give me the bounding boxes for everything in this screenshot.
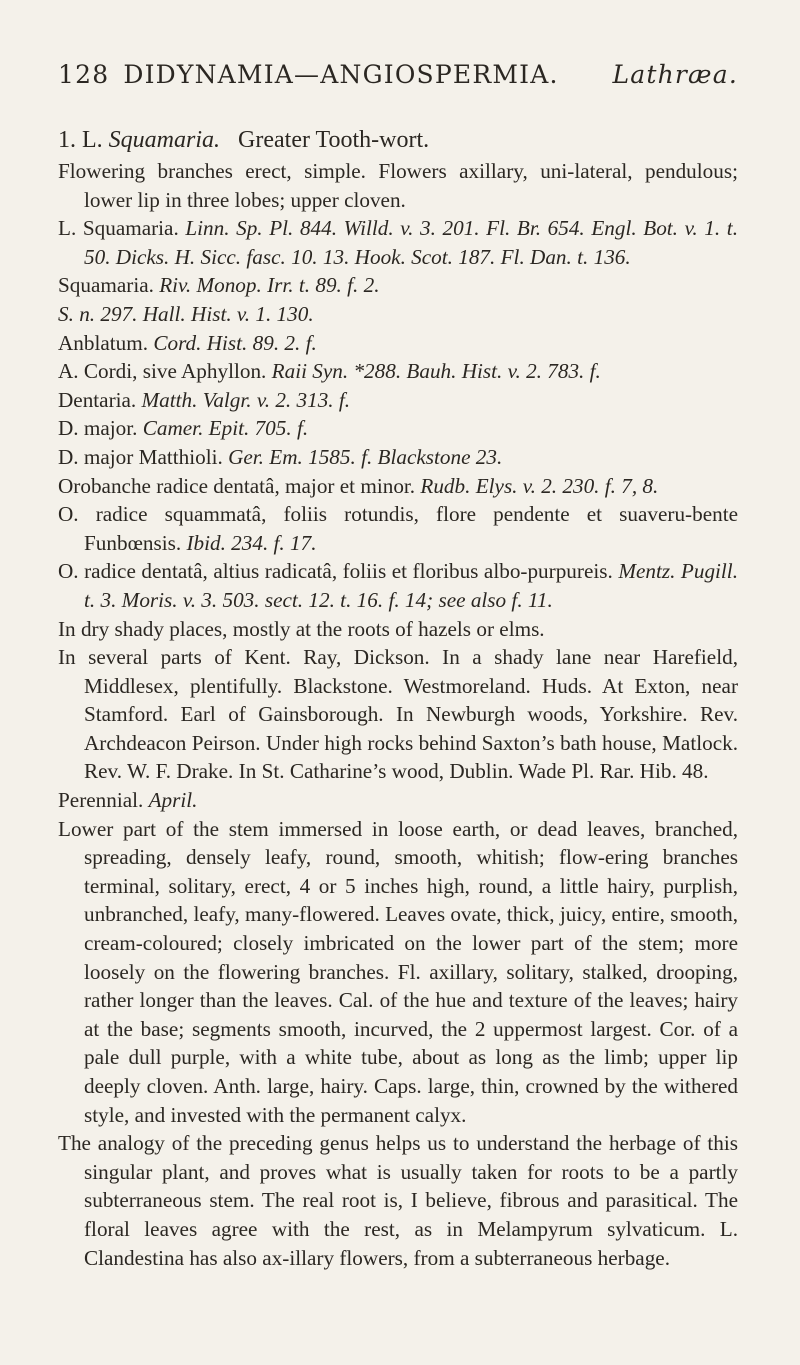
species-name: Squamaria. — [108, 127, 221, 153]
species-entry — [58, 125, 738, 1272]
description: Lower part of the stem immersed in loose earth, or dead leaves, branched, spreading, densely leafy, round, smooth, whitish; flow-ering branches terminal, solitary, erect, 4 or 5 inches high, round, a little hairy, purplish, unbranched, leafy, many-flowered. Leaves ovate, thick, juicy, entire, smooth, cream-coloured; closely imbricated on the lower part of the stem; more loosely on the flowering branches. Fl. axillary, solitary, stalked, drooping, rather longer than the leaves. Cal. of the hue and texture of the leaves; hairy at the base; segments smooth, incurved, the 2 uppermost largest. Cor. of a pale dull purple, with a white tube, about as long as the limb; upper lip deeply cloven. Anth. large, hairy. Caps. large, thin, crowned by the withered style, and invested with the permanent calyx. — [58, 816, 738, 1127]
habitat: In dry shady places, mostly at the roots of hazels or elms. — [58, 616, 545, 641]
remark: The analogy of the preceding genus helps us to understand the herbage of this singular plant, and proves what is usually taken for roots to be a partly subterraneous stem. The real root is, I believe, fibrous and parasitical. The floral leaves agree with the rest, as in Melampyrum sylvaticum. L. Clandestina has also ax-illary flowers, from a subterraneous herbage. — [58, 1131, 738, 1270]
common-name: Greater Tooth-wort. — [238, 127, 430, 153]
running-head — [58, 60, 738, 89]
species-title — [58, 125, 738, 155]
synonym-line: O. radice dentatâ, altius radicatâ, foliis et floribus albo-purpureis. Mentz. Pugill. t. 3. Moris. v. 3. 503. sect. 12. t. 16. f. 14; see also f. 11. — [58, 559, 738, 612]
synonymy — [58, 214, 738, 614]
synonym-line: Squamaria. Riv. Monop. Irr. t. 89. f. 2. — [58, 273, 380, 298]
synonym-line: A. Cordi, sive Aphyllon. Raii Syn. *288. Bauh. Hist. v. 2. 783. f. — [58, 359, 601, 384]
diagnosis: Flowering branches erect, simple. Flowers axillary, uni-lateral, pendulous; lower lip in three lobes; upper cloven. — [58, 159, 738, 212]
section-heading: DIDYNAMIA—ANGIOSPERMIA. — [123, 60, 559, 89]
synonym-line: Anblatum. Cord. Hist. 89. 2. f. — [58, 330, 317, 355]
flowering-month: April. — [148, 788, 198, 813]
species-number: 1. — [58, 127, 76, 153]
page-number: 128 — [58, 60, 110, 89]
localities: In several parts of Kent. Ray, Dickson. In a shady lane near Harefield, Middlesex, plentifully. Blackstone. Westmoreland. Huds. At Exton, near Stamford. Earl of Gainsborough. In Newburgh woods, Yorkshire. Rev. Archdeacon Peirson. Under high rocks behind Saxton’s bath house, Matlock. Rev. W. F. Drake. In St. Catharine’s wood, Dublin. Wade Pl. Rar. Hib. 48. — [58, 645, 738, 784]
synonym-line: D. major Matthioli. Ger. Em. 1585. f. Blackstone 23. — [58, 444, 503, 469]
synonym-line: D. major. Camer. Epit. 705. f. — [58, 416, 309, 441]
synonym-line: S. n. 297. Hall. Hist. v. 1. 130. — [58, 301, 314, 326]
synonym-line: Orobanche radice dentatâ, major et minor. Rudb. Elys. v. 2. 230. f. 7, 8. — [58, 473, 659, 498]
synonym-line: L. Squamaria. Linn. Sp. Pl. 844. Willd. v. 3. 201. Fl. Br. 654. Engl. Bot. v. 1. t. 50. Dicks. H. Sicc. fasc. 10. 13. Hook. Scot. 187. Fl. Dan. t. 136. — [58, 216, 738, 269]
synonym-line: O. radice squammatâ, foliis rotundis, flore pendente et suaveru-bente Funbœnsis. Ibid. 234. f. 17. — [58, 502, 738, 555]
synonym-line: Dentaria. Matth. Valgr. v. 2. 313. f. — [58, 387, 351, 412]
genus-heading: Lathræa. — [612, 60, 738, 89]
genus-initial: L. — [82, 127, 103, 153]
duration-flowering — [58, 786, 738, 815]
duration: Perennial. — [58, 788, 144, 813]
